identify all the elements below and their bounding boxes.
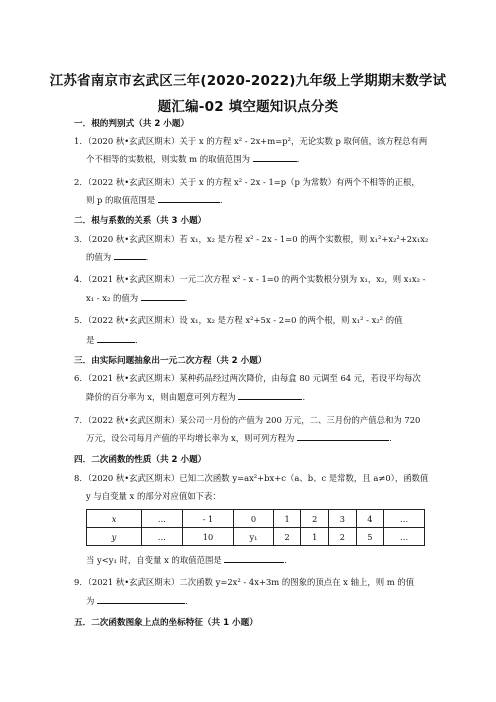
table-cell: 2 (329, 528, 357, 546)
period: ． (135, 335, 144, 345)
table-cell: … (142, 528, 183, 546)
question-7-line-2 (86, 432, 392, 444)
period: ． (219, 195, 229, 205)
answer-blank-9 (97, 595, 185, 604)
question-3-text: 的值为 (86, 252, 112, 262)
question-4-line-1: 4．（2021 秋•玄武区期末）一元二次方程 x² - x - 1=0 的两个实数根分别为 x₁，x₂，则 x₁x₂ - (74, 274, 426, 284)
table-cell: 0 (234, 510, 274, 528)
period: ． (185, 596, 194, 606)
table-cell: … (384, 510, 425, 528)
table-cell: 1 (273, 510, 301, 528)
table-cell: 2 (301, 510, 329, 528)
answer-blank-1 (253, 153, 297, 162)
answer-blank-2 (158, 194, 220, 203)
question-9-text: 为 (86, 596, 95, 606)
question-8-line-2: y 与自变量 x 的部分对应值如下表： (86, 491, 221, 501)
question-3-line-2 (86, 251, 154, 263)
answer-blank-6 (238, 391, 302, 400)
answer-blank-8 (224, 554, 284, 563)
period: ． (284, 555, 293, 565)
question-9-line-1: 9．（2021 秋•玄武区期末）二次函数 y=2x² - 4x+3m 的图象的顶点在 x 轴上，则 m 的值 (74, 577, 415, 587)
question-5-line-1: 5．（2022 秋•玄武区期末）设 x₁，x₂ 是方程 x²+5x - 2=0 的两个根，则 x₁² - x₂² 的值 (74, 315, 403, 325)
question-2-line-1: 2．（2022 秋•玄武区期末）关于 x 的方程 x² - 2x - 1=p（p 为常数）有两个不相等的正根， (74, 177, 420, 187)
table-cell: x (87, 510, 142, 528)
document-title-line-2: 题汇编-02 填空题知识点分类 (157, 99, 339, 115)
answer-blank-5 (97, 334, 135, 343)
period: . (389, 433, 392, 443)
table-cell: 10 (182, 528, 233, 546)
question-9-line-2 (86, 595, 193, 607)
section-heading-2: 二．根与系数的关系（共 3 小题） (74, 216, 207, 226)
question-1-line-1: 1．（2020 秋•玄武区期末）关于 x 的方程 x² - 2x+m=p²，无论实数 p 取何值，该方程总有两 (74, 136, 428, 146)
question-4-text: x₁ - x₂ 的值为 (86, 293, 139, 303)
table-row (87, 510, 425, 528)
table-cell: y (87, 528, 142, 546)
document-title-line-1: 江苏省南京市玄武区三年(2020-2022)九年级上学期期末数学试 (49, 73, 447, 89)
table-cell: 2 (273, 528, 301, 546)
section-heading-5: 五．二次函数图象上点的坐标特征（共 1 小题） (74, 618, 258, 628)
value-table (86, 509, 425, 546)
answer-blank-3 (114, 251, 146, 260)
table-row (87, 528, 425, 546)
period: ． (302, 392, 311, 402)
table-cell: … (142, 510, 183, 528)
table-cell: 4 (356, 510, 384, 528)
answer-blank-4 (141, 292, 185, 301)
section-heading-3: 三．由实际问题抽象出一元二次方程（共 2 小题） (74, 356, 267, 366)
table-cell: 5 (356, 528, 384, 546)
section-heading-1: 一．根的判别式（共 2 小题） (74, 119, 190, 129)
question-1-text: 个不相等的实数根，则实数 m 的取值范围为 (86, 154, 251, 164)
question-7-text: 万元，设公司每月产值的平均增长率为 x，则可列方程为 (86, 433, 295, 443)
question-2-line-2 (86, 194, 228, 206)
question-6-line-2 (86, 391, 311, 403)
question-5-text: 是 (86, 335, 95, 345)
period: ． (296, 154, 306, 164)
table-cell: 1 (301, 528, 329, 546)
question-6-line-1: 6．（2021 秋•玄武区期末）某种药品经过两次降价，由每盒 80 元调至 64 元，若设平均每次 (74, 373, 421, 383)
table-cell: 3 (329, 510, 357, 528)
question-4-line-2 (86, 292, 193, 304)
question-2-text: 则 p 的取值范围是 (86, 195, 156, 205)
question-5-line-2 (86, 334, 143, 346)
period: ． (184, 293, 194, 303)
answer-blank-7 (297, 432, 389, 441)
question-7-line-1: 7．（2022 秋•玄武区期末）某公司一月份的产值为 200 万元，二、三月份的产值总和为 720 (74, 415, 421, 425)
section-heading-4: 四．二次函数的性质（共 2 小题） (74, 455, 207, 465)
table-cell: - 1 (182, 510, 233, 528)
question-8-line-3 (86, 554, 293, 566)
question-6-text: 降价的百分率为 x，则由题意可列方程为 (86, 392, 236, 402)
question-1-line-2 (86, 153, 305, 165)
question-8-line-1: 8．（2020 秋•玄武区期末）已知二次函数 y=ax²+bx+c（a、b、c 是常数，且 a≠0），函数值 (74, 473, 429, 483)
question-8-text: 当 y<y₁ 时，自变量 x 的取值范围是 (86, 555, 222, 565)
table-cell: … (384, 528, 425, 546)
question-3-line-1: 3．（2020 秋•玄武区期末）若 x₁，x₂ 是方程 x² - 2x - 1=0 的两个实数根，则 x₁²+x₂²+2x₁x₂ (74, 234, 429, 244)
period: ． (145, 252, 155, 262)
table-cell: y₁ (234, 528, 274, 546)
